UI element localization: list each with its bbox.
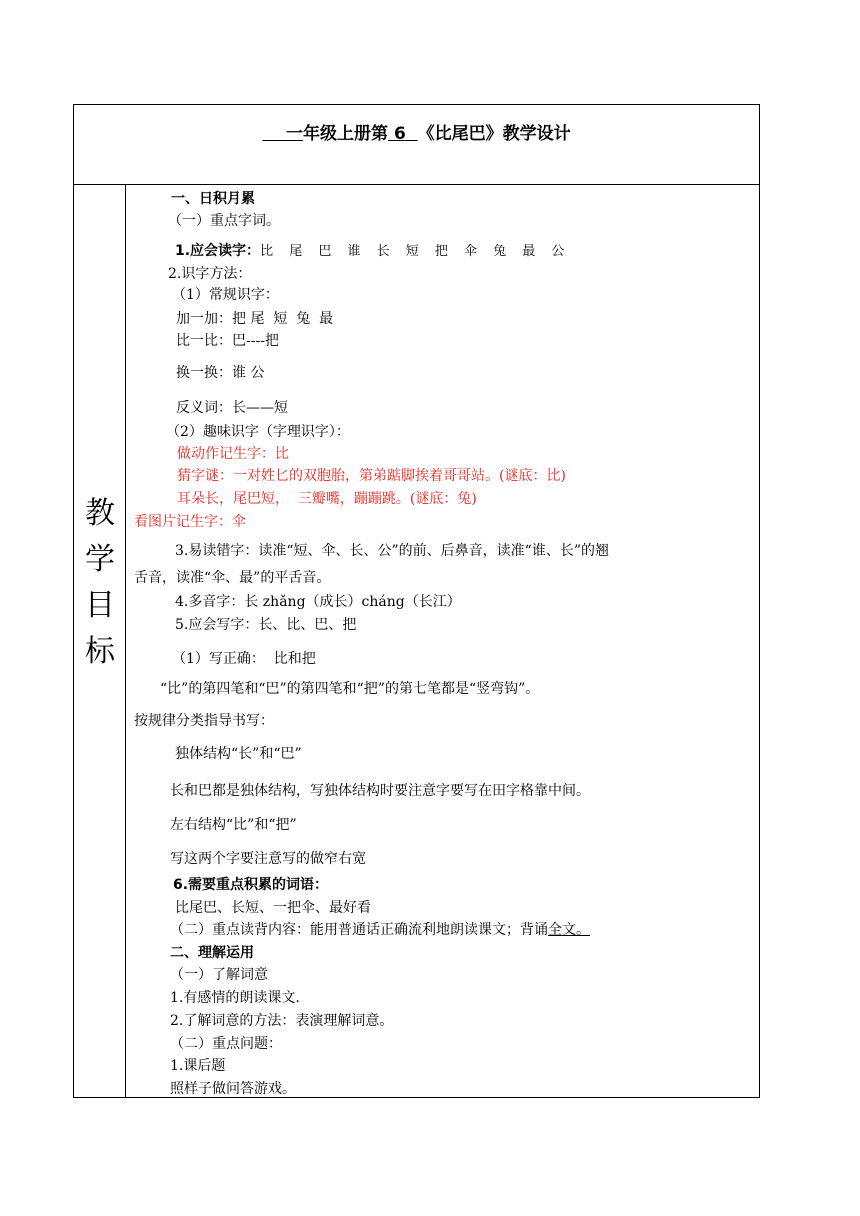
red-line-2: 猜字谜：一对姓匕的双胞胎，第弟踮脚挨着哥哥站。(谜底：比) (177, 468, 566, 484)
conventional-line: （1）常规识字： (172, 287, 279, 303)
para4-line: 4.多音字：长 zhǎng（成长）cháng（长江） (175, 594, 461, 610)
section1-heading: 一、日积月累 (171, 191, 255, 207)
red-line-3: 耳朵长，尾巴短， 三瓣嘴，蹦蹦跳。(谜底：兔) (177, 491, 477, 507)
section2-part2-item1: 1.课后题 (170, 1058, 226, 1074)
side-char: 教 (85, 496, 115, 531)
section2-item2: 2.了解词意的方法：表演理解词意。 (170, 1013, 394, 1029)
section1-part1: （一）重点字词。 (168, 213, 280, 229)
rule-line: 按规律分类指导书写： (134, 713, 274, 729)
swap-line: 换一换：谁 公 (176, 365, 265, 381)
title-part1: 年级上册第 (303, 124, 389, 144)
section2-part2-item2: 照样子做问答游戏。 (170, 1081, 296, 1097)
add-line: 加一加：把 尾 短 兔 最 (176, 311, 334, 327)
read-label: 1.应会读字： (175, 243, 261, 259)
section1-part2-line (170, 920, 590, 940)
side-label-cell (74, 185, 126, 1097)
single-structure-desc: 长和巴都是独体结构，写独体结构时要注意字要写在田字格靠中间。 (170, 783, 590, 799)
antonym-line: 反义词：长——短 (176, 400, 288, 416)
side-label (74, 491, 126, 675)
method-line: 2.识字方法： (168, 266, 252, 282)
left-right-structure-line: 左右结构“比”和“把” (170, 817, 297, 833)
para6-line: 6.需要重点积累的词语： (173, 877, 329, 893)
section1-part2-underlined: 全文。 (548, 922, 590, 938)
fun-line: （2）趣味识字（字理识字）： (166, 424, 350, 440)
para5-line: 5.应会写字：长、比、巴、把 (175, 617, 357, 633)
section2-item1: 1.有感情的朗读课文. (170, 990, 300, 1006)
compare-line: 比一比：巴----把 (176, 333, 279, 349)
grade-blank: 一 (286, 124, 304, 144)
document-title (74, 119, 759, 144)
side-char: 标 (85, 634, 115, 669)
read-chars: 比 尾 巴 谁 长 短 把 伞 兔 最 公 (260, 244, 571, 259)
title-row (74, 105, 759, 185)
read-chars-line (175, 241, 570, 262)
side-char: 学 (85, 542, 115, 577)
section2-part2: （二）重点问题： (170, 1036, 282, 1052)
para5-2-line: “比”的第四笔和“巴”的第四笔和“把”的第七笔都是“竖弯钩”。 (160, 681, 540, 697)
section2-part1: （一）了解词意 (170, 967, 268, 983)
section2-heading: 二、理解运用 (170, 945, 254, 961)
side-char: 目 (85, 588, 115, 623)
red-line-4: 看图片记生字：伞 (134, 514, 246, 530)
para3-line1: 3.易读错字：读准“短、伞、长、公”的前、后鼻音，读准“谁、长”的翘 (175, 543, 609, 559)
single-structure-line: 独体结构“长”和“巴” (175, 746, 302, 762)
section1-part2-text: （二）重点读背内容：能用普通话正确流利地朗读课文；背诵 (170, 922, 548, 938)
para6-words: 比尾巴、长短、一把伞、最好看 (175, 900, 371, 916)
title-part2: 《比尾巴》教学设计 (417, 124, 571, 144)
para5-1-line: （1）写正确： 比和把 (172, 651, 316, 667)
para3-line2: 舌音，读准“伞、最”的平舌音。 (134, 570, 331, 586)
left-right-structure-desc: 写这两个字要注意写的做窄右宽 (170, 851, 366, 867)
red-line-1: 做动作记生字：比 (177, 446, 289, 462)
lesson-number: 6 (393, 124, 406, 144)
